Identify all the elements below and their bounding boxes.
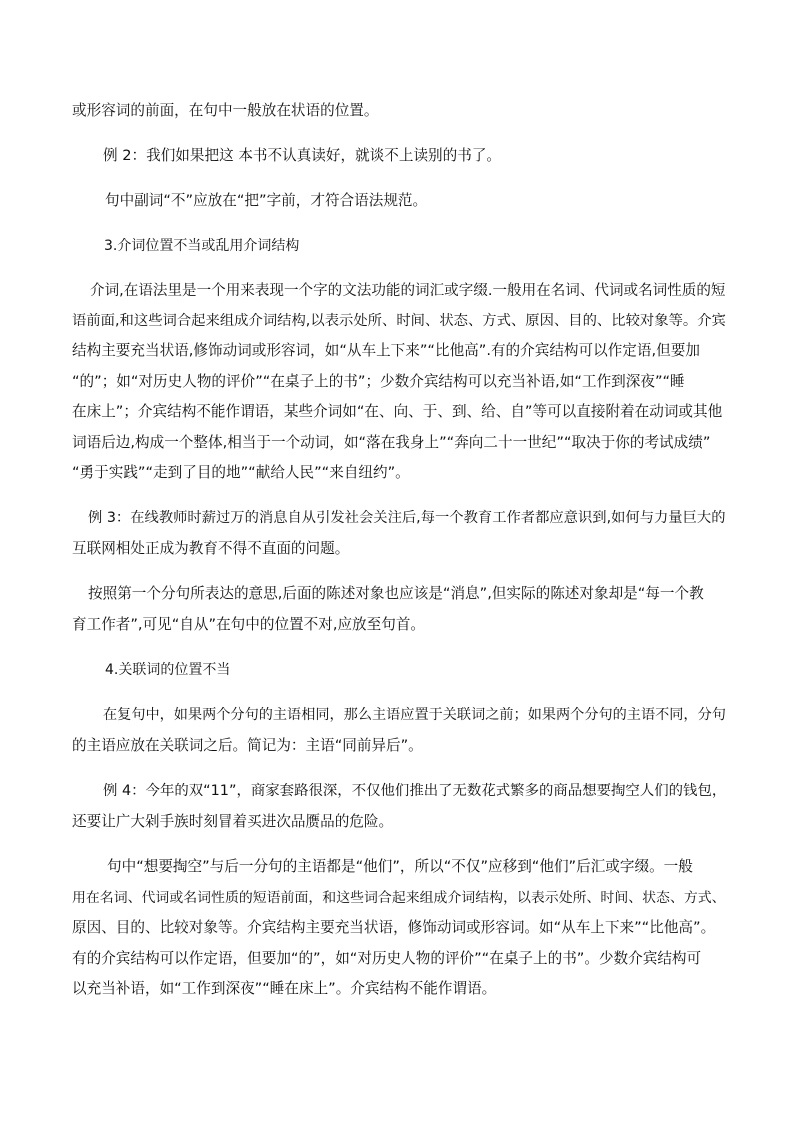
paragraph-line: 介词,在语法里是一个用来表现一个字的文法功能的词汇或字缀.一般用在名词、代词或名词性质的短 <box>90 282 726 299</box>
section-heading-3: 3.介词位置不当或乱用介词结构 <box>104 238 300 254</box>
paragraph-line: 语前面,和这些词合起来组成介词结构,以表示处所、时间、状态、方式、原因、目的、比较对象等。介宾 <box>72 313 726 329</box>
paragraph-line: 互联网相处正成为教育不得不直面的问题。 <box>72 540 350 557</box>
paragraph-line: 有的介宾结构可以作定语，但要加“的”，如“对历史人物的评价”“在桌子上的书”。少数介宾结构可 <box>72 950 702 967</box>
paragraph-line: 在床上”；介宾结构不能作谓语，某些介词如“在、向、于、到、给、自”等可以直接附着在动词或其他 <box>72 403 723 420</box>
paragraph-line: 结构主要充当状语,修饰动词或形容词，如“从车上下来”“比他高”.有的介宾结构可以作定语,但要加 <box>72 342 700 359</box>
example-4-line: 例 4：今年的双“11”，商家套路很深，不仅他们推出了无数花式繁多的商品想要掏空人们的钱包， <box>103 783 727 799</box>
paragraph-line: 词语后边,构成一个整体,相当于一个动词，如“落在我身上”“奔向二十一世纪”“取决于你的考试成绩” <box>72 434 711 451</box>
paragraph-line: 在复句中，如果两个分句的主语相同，那么主语应置于关联词之前；如果两个分句的主语不同，分句 <box>103 707 726 723</box>
paragraph-line: 句中副词“不”应放在“把”字前，才符合语法规范。 <box>105 192 428 209</box>
paragraph-line: 按照第一个分句所表达的意思,后面的陈述对象也应该是“消息”,但实际的陈述对象却是“每一个教 <box>88 585 704 602</box>
section-heading-4: 4.关联词的位置不当 <box>105 662 231 678</box>
paragraph-line: “勇于实践”“走到了目的地”“献给人民”“来自纽约”。 <box>72 464 410 481</box>
paragraph-line: 或形容词的前面，在句中一般放在状语的位置。 <box>72 102 379 119</box>
example-3-line: 例 3：在线教师时薪过万的消息自从引发社会关注后,每一个教育工作者都应意识到,如何与力量巨大的 <box>88 510 726 526</box>
paragraph-line: 还要让广大剁手族时刻冒着买进次品赝品的危险。 <box>72 813 394 830</box>
paragraph-line: 用在名词、代词或名词性质的短语前面，和这些词合起来组成介词结构，以表示处所、时间、状态、方式、 <box>72 890 726 906</box>
paragraph-line: 原因、目的、比较对象等。介宾结构主要充当状语，修饰动词或形容词。如“从车上下来”“比他高”。 <box>72 919 716 936</box>
paragraph-line: 的主语应放在关联词之后。简记为：主语“同前异后”。 <box>72 737 423 754</box>
paragraph-line: 句中“想要掏空”与后一分句的主语都是“他们”，所以“不仅”应移到“他们”后汇或字缀。一般 <box>107 858 693 875</box>
paragraph-line: 以充当补语，如“工作到深夜”“睡在床上”。介宾结构不能作谓语。 <box>72 980 497 997</box>
paragraph-line: “的”；如“对历史人物的评价”“在桌子上的书”；少数介宾结构可以充当补语,如“工作到深夜”“睡 <box>72 373 685 390</box>
example-2-line: 例 2：我们如果把这 本书不认真读好，就谈不上读别的书了。 <box>103 147 502 164</box>
paragraph-line: 育工作者”,可见“自从”在句中的位置不对,应放至句首。 <box>72 616 426 633</box>
